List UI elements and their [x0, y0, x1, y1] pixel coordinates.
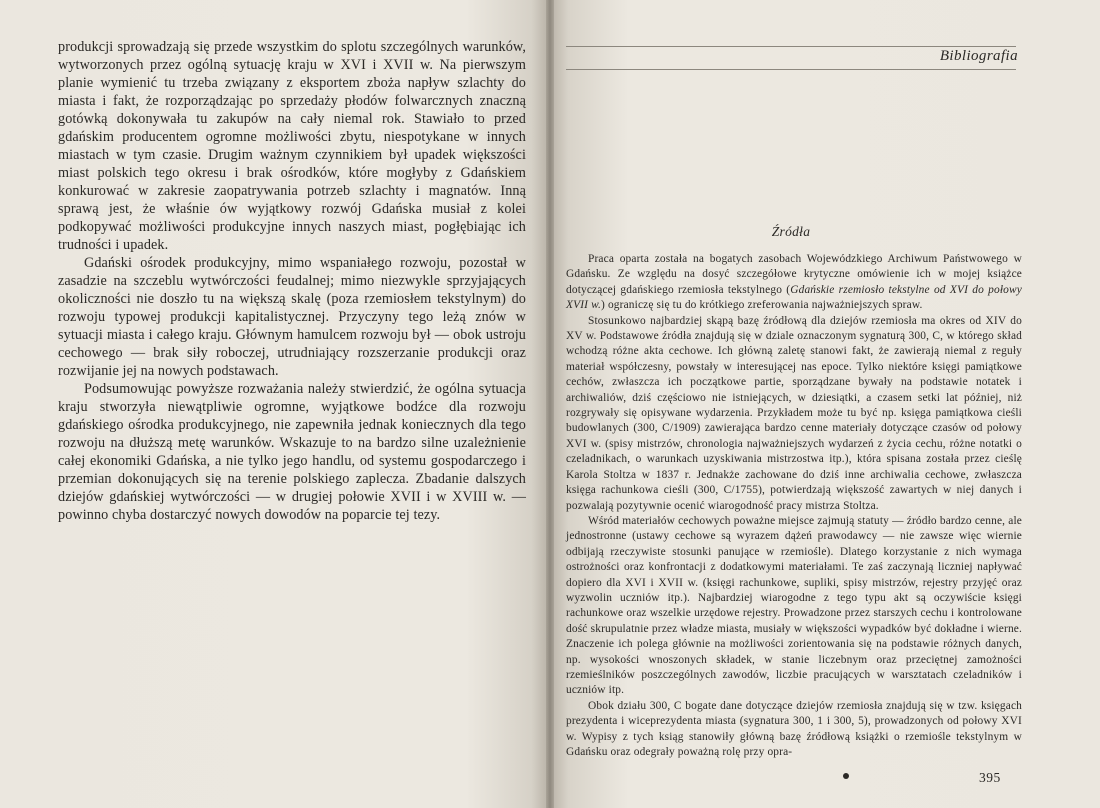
right-page-body: [566, 252, 1022, 760]
header-rule-bottom: [566, 69, 1016, 70]
paragraph-text: ) ograniczę się tu do krótkiego zreferowania najważniejszych spraw.: [601, 299, 923, 312]
left-paragraph: produkcji sprowadzają się przede wszystkim do splotu szczególnych warunków, wytworzonych przez ogólną sytuację kraju w XVI i XVII w. Na pierwszym planie wymienić tu trzeba związany z eksportem zboża napływ szlachty do miasta i fakt, że rozporządzając po sprzedaży płodów folwarcznych znaczną gotówką dokonywała tu zakupów na cały niemal rok. Stawiało to przed gdańskim producentem ogromne możliwości zbytu, niespotykane w innych miastach w tym czasie. Drugim ważnym czynnikiem był upadek większości miast polskich tego okresu i brak ośrodków, które mogłyby z Gdańskiem konkurować w zakresie zaopatrywania potrzeb szlachty i magnatów. Inną sprawą jest, że właśnie ów wyjątkowy rozwój Gdańska musiał z kolei podkopywać możliwości produkcyjne innych naszych miast, pogłębiając ich trudności i upadek.: [58, 39, 526, 253]
header-rule-top: [566, 46, 1016, 47]
paragraph-text: Praca oparta została na bogatych zasobach Wojewódzkiego Archiwum Państwowego w Gdańsku. Ze względu na dosyć szczegółowe krytyczne omówienie ich w mojej książce dotyczącej gdańskiego rzemiosła tekstylnego (: [566, 253, 1022, 296]
book-title-citation: Gdańskie rzemiosło tekstylne od XVI do połowy XVII w.: [566, 283, 1022, 312]
book-gutter: [546, 0, 554, 808]
bullet-dot-icon: [843, 773, 849, 779]
running-head: Bibliografia: [939, 48, 1018, 64]
section-title: Źródła: [771, 224, 811, 239]
right-paragraph: Obok działu 300, C bogate dane dotyczące dziejów rzemiosła znajdują się w tzw. księgach prezydenta i wiceprezydenta miasta (sygnatura 300, 1 i 300, 5), prowadzonych od połowy XVI w. Wypisy z tych ksiąg stanowiły główną bazę źródłową książki o rzemiośle tekstylnym w Gdańsku oraz odegrały poważną rolę przy opra-: [566, 699, 1022, 758]
right-paragraph: Stosunkowo najbardziej skąpą bazę źródłową dla dziejów rzemiosła ma okres od XIV do XV w. Podstawowe źródła znajdują się w dziale oznaczonym sygnaturą 300, C, w którego skład wchodzą różne akta cechowe. Ich główną zaletę stanowi fakt, że zawierają niemal z reguły materiał współczesny, powstały w interesującej nas epoce. Tylko niektóre księgi pamiątkowe cechów, zwłaszcza ich początkowe partie, sporządzane bywały na podstawie notatek i archiwaliów, dziś częściowo nie istniejących, w dziesiątki, a czasem setki lat później, niż rozgrywały się opisywane wydarzenia. Przykładem może tu być np. księga pamiątkowa cieśli budowlanych (300, C/1909) zawierająca bardzo cenne materiały dotyczące czasów od połowy XVI w. (spisy mistrzów, chronologia najważniejszych wydarzeń z życia cechu, różne notatki o czeladnikach, o warunkach uzyskiwania mistrzostwa itp.), która spisana została przez cieślę Karola Stoltza w 1837 r. Jednakże zachowane do dziś inne archiwalia cechowe, zwłaszcza księga rachunkowa cieśli (300, C/1755), potwierdzają większość zawartych w niej danych i pozwalają pozytywnie ocenić wiarogodność pracy mistrza Stoltza.: [566, 314, 1022, 512]
page-number: 395: [979, 770, 1001, 785]
left-paragraph: Gdański ośrodek produkcyjny, mimo wspaniałego rozwoju, pozostał w zasadzie na szczeblu wytwórczości feudalnej; mimo niezwykle sprzyjających okoliczności nie doszło tu na większą skalę (poza rzemiosłem tekstylnym) do rozwoju typowej produkcji kapitalistycznej. Przyczyny tego leżą znów w sytuacji miasta i całego kraju. Głównym hamulcem rozwoju był — obok ustroju cechowego — brak siły roboczej, utrudniający rozszerzanie produkcji oraz rozwijanie jej na nowych podstawach.: [58, 255, 526, 379]
right-paragraph: Wśród materiałów cechowych poważne miejsce zajmują statuty — źródło bardzo cenne, ale jednostronne (ustawy cechowe są wyrazem dążeń prawodawcy — nie zawsze więc wiernie odbijają rzeczywiste stosunki panujące w rzemiośle). Dlatego korzystanie z nich wymaga ostrożności oraz konfrontacji z dodatkowymi materiałami. Te zaś zaczynają liczniej napływać dopiero dla XVI i XVII w. (księgi rachunkowe, supliki, spisy mistrzów, rejestry przyjęć oraz wyzwolin uczniów itp.). Najbardziej wiarogodne z tego typu akt są oczywiście księgi rachunkowe oraz wszelkie urzędowe rejestry. Prowadzone przez starszych cechu i kontrolowane dość skrupulatnie przez władze miasta, musiały w większości wypadków być dokładne i wierne. Znaczenie ich polega głównie na możliwości zorientowania się na podstawie różnych danych, np. wysokości wnoszonych składek, w stanie liczebnym oraz przeciętnej zamożności rzemieślników poszczególnych zawodów, liczbie pracujących w warsztatach czeladników i uczniów itp.: [566, 514, 1022, 697]
right-paragraph: [566, 252, 1022, 314]
left-paragraph: Podsumowując powyższe rozważania należy stwierdzić, że ogólna sytuacja kraju stworzyła niewątpliwie ogromne, wyjątkowe bodźce dla rozwoju gdańskiego ośrodka produkcyjnego, nie zapewniła jednak koniecznych dla tego rozwoju na dłuższą metę warunków. Wskazuje to na bardzo silne uzależnienie całej ekonomiki Gdańska, a nie tylko jego handlu, od systemu gospodarczego i przemian dokonujących się na terenie polskiego zaplecza. Zbadanie dalszych dziejów gdańskiej wytwórczości — w drugiej połowie XVII i w XVIII w. — powinno chyba dostarczyć nowych dowodów na poparcie tej tezy.: [58, 381, 526, 523]
left-page-body: [58, 38, 526, 524]
